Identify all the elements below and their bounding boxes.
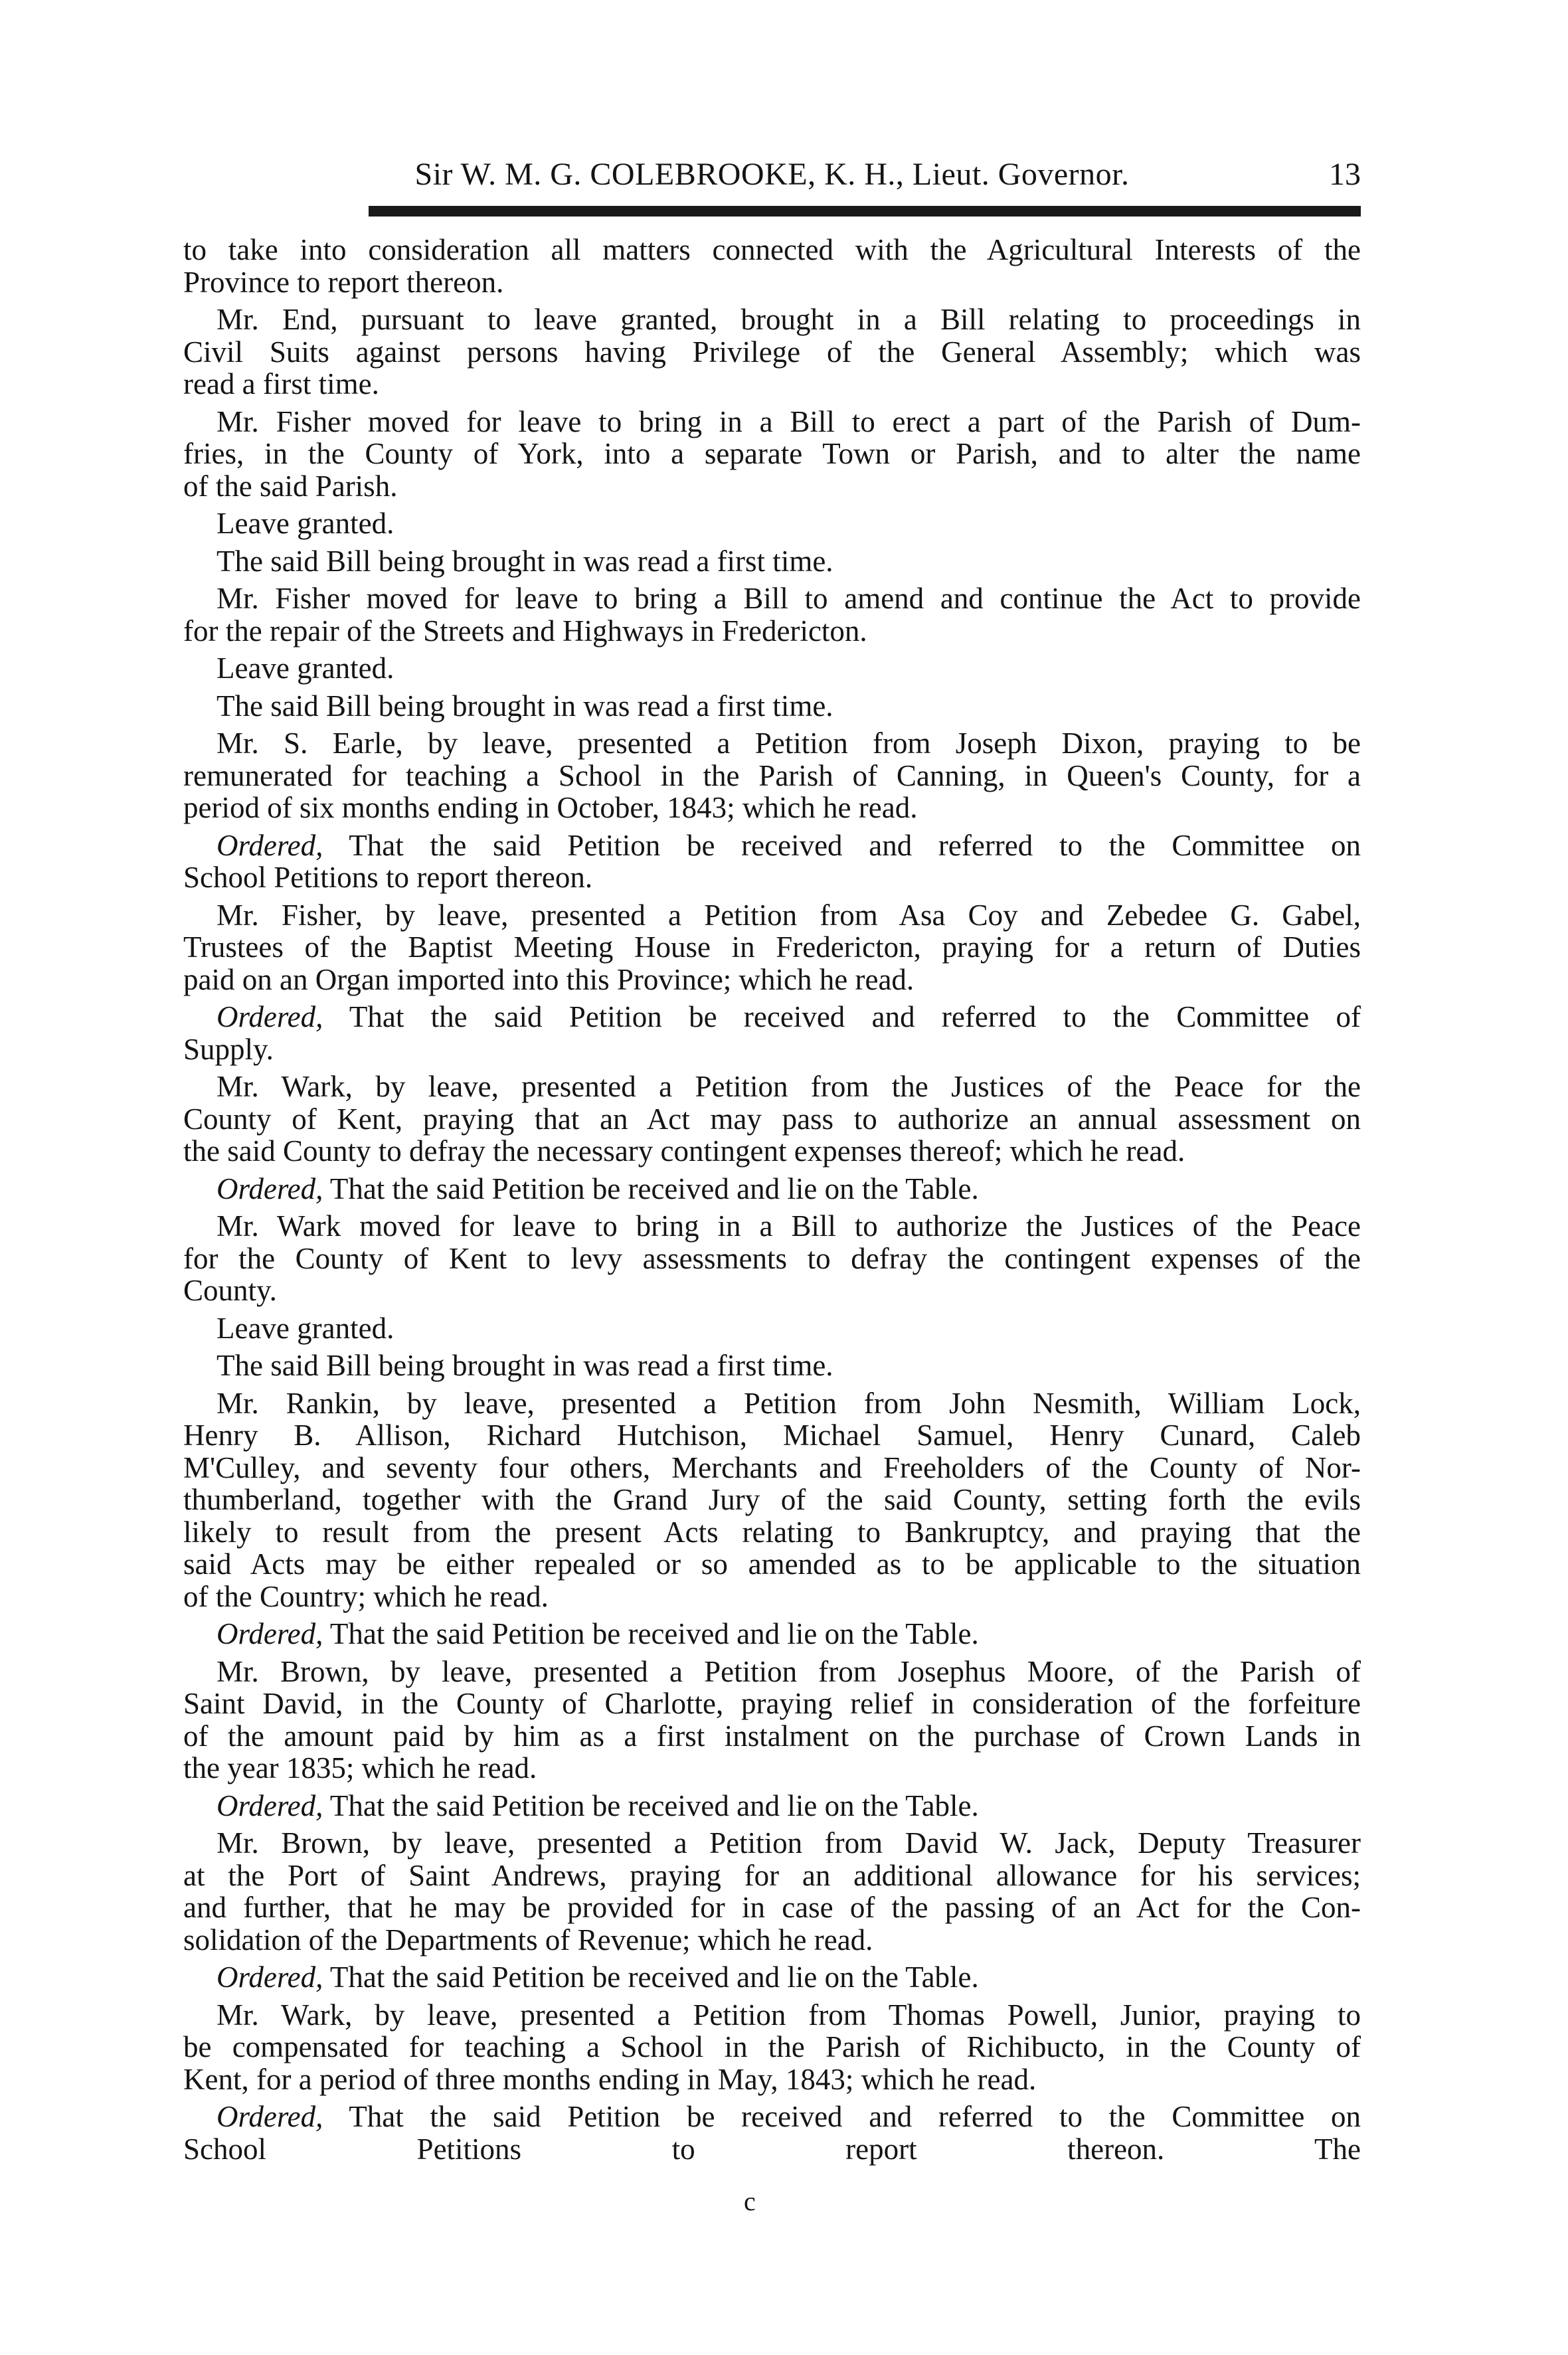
- text-line: [183, 792, 1361, 824]
- line-text: The said Bill being brought in was read a first time.: [217, 544, 833, 578]
- line-text: That the said Petition be received and lie on the Table.: [323, 1788, 979, 1822]
- paragraph: [183, 1656, 1361, 1785]
- text-line: [183, 368, 1361, 400]
- text-line: [183, 1135, 1361, 1168]
- text-line: [183, 234, 1361, 266]
- paragraph: [183, 2101, 1361, 2165]
- line-text: Leave granted.: [217, 652, 394, 685]
- line-text: Province to report thereon.: [183, 265, 504, 299]
- ordered-label: Ordered,: [217, 1172, 323, 1205]
- line-text: Henry B. Allison, Richard Hutchison, Michael Samuel, Henry Cunard, Caleb: [183, 1419, 1361, 1452]
- text-line: [183, 1033, 1361, 1066]
- line-text: of the Country; which he read.: [183, 1579, 549, 1613]
- line-text: be compensated for teaching a School in the Parish of Richibucto, in the County of: [183, 2030, 1361, 2063]
- paragraph: [183, 1961, 1361, 1994]
- line-text: That the said Petition be received and lie on the Table.: [323, 1961, 979, 1994]
- paragraph: [183, 690, 1361, 723]
- text-line: [183, 2101, 1361, 2133]
- paragraph: [183, 545, 1361, 578]
- line-text: Civil Suits against persons having Privilege of the General Assembly; which was: [183, 335, 1361, 369]
- ordered-label: Ordered,: [217, 1961, 323, 1994]
- paragraph: [183, 1173, 1361, 1205]
- line-text: the year 1835; which he read.: [183, 1751, 537, 1785]
- header-rule: [369, 206, 1361, 217]
- line-text: solidation of the Departments of Revenue; which he read.: [183, 1923, 873, 1957]
- text-line: [183, 1350, 1361, 1382]
- ordered-label: Ordered,: [217, 2100, 323, 2133]
- ordered-label: Ordered,: [217, 1000, 323, 1033]
- text-line: [183, 1860, 1361, 1892]
- text-line: [183, 545, 1361, 578]
- paragraph: [183, 234, 1361, 298]
- text-line: [183, 2031, 1361, 2063]
- text-line: [183, 1961, 1361, 1994]
- line-text: fries, in the County of York, into a separate Town or Parish, and to alter the name: [183, 437, 1361, 470]
- text-line: [183, 1581, 1361, 1613]
- text-line: [183, 964, 1361, 996]
- line-text: Mr. Wark, by leave, presented a Petition from Thomas Powell, Junior, praying to: [217, 1998, 1361, 2032]
- paragraph: [183, 406, 1361, 503]
- paragraph: [183, 899, 1361, 996]
- line-text: Supply.: [183, 1032, 274, 1066]
- line-text: likely to result from the present Acts relating to Bankruptcy, and praying that the: [183, 1515, 1361, 1549]
- paragraph: [183, 1999, 1361, 2096]
- text-line: [183, 1618, 1361, 1650]
- text-line: [183, 727, 1361, 760]
- text-line: [183, 1001, 1361, 1033]
- text-line: [183, 507, 1361, 540]
- line-text: Mr. Wark moved for leave to bring in a Bill to authorize the Justices of the Peace: [217, 1209, 1361, 1243]
- line-text: County of Kent, praying that an Act may pass to authorize an annual assessment on: [183, 1102, 1361, 1136]
- page-number: 13: [1329, 157, 1361, 192]
- text-line: [183, 266, 1361, 299]
- running-header: [183, 151, 1361, 198]
- text-line: [183, 2133, 1361, 2166]
- paragraph: [183, 1827, 1361, 1956]
- line-text: for the County of Kent to levy assessments to defray the contingent expenses of the: [183, 1241, 1361, 1275]
- ordered-label: Ordered,: [217, 1617, 323, 1650]
- line-text: Saint David, in the County of Charlotte, praying relief in consideration of the forfeiture: [183, 1687, 1361, 1720]
- line-text: Mr. Brown, by leave, presented a Petition from Josephus Moore, of the Parish of: [217, 1654, 1361, 1688]
- line-text: thumberland, together with the Grand Jury of the said County, setting forth the evils: [183, 1483, 1361, 1516]
- text-line: [183, 615, 1361, 648]
- text-line: [183, 1688, 1361, 1720]
- text-line: [183, 582, 1361, 615]
- line-text: That the said Petition be received and referred to the Committee on: [323, 2100, 1361, 2133]
- text-line: [183, 861, 1361, 894]
- text-line: [183, 1173, 1361, 1205]
- line-text: The said Bill being brought in was read a first time.: [217, 689, 833, 723]
- text-line: [183, 438, 1361, 470]
- text-line: [183, 1891, 1361, 1924]
- paragraph: [183, 1210, 1361, 1307]
- line-text: and further, that he may be provided for in case of the passing of an Act for the Con-: [183, 1891, 1361, 1924]
- line-text: That the said Petition be received and lie on the Table.: [323, 1172, 979, 1205]
- text-line: [183, 1210, 1361, 1243]
- line-text: paid on an Organ imported into this Province; which he read.: [183, 962, 915, 996]
- line-text: Mr. Fisher moved for leave to bring a Bill to amend and continue the Act to provide: [217, 582, 1361, 615]
- text-line: [183, 690, 1361, 723]
- paragraph: [183, 1387, 1361, 1613]
- text-line: [183, 1452, 1361, 1484]
- text-line: [183, 1312, 1361, 1345]
- catchword: The: [1314, 2132, 1361, 2166]
- text-line: [183, 1999, 1361, 2032]
- line-text: M'Culley, and seventy four others, Merchants and Freeholders of the County of Nor-: [183, 1450, 1361, 1484]
- line-text: That the said Petition be received and lie on the Table.: [323, 1617, 979, 1650]
- paragraph: [183, 507, 1361, 540]
- line-text: remunerated for teaching a School in the Parish of Canning, in Queen's County, for a: [183, 758, 1361, 792]
- text-line: [183, 1720, 1361, 1753]
- text-line: [183, 1924, 1361, 1957]
- paragraph: [183, 582, 1361, 647]
- line-text: Mr. End, pursuant to leave granted, brought in a Bill relating to proceedings in: [217, 303, 1361, 336]
- line-text: to take into consideration all matters connected with the Agricultural Interests of the: [183, 233, 1361, 266]
- body-text: [183, 234, 1361, 2170]
- paragraph: [183, 1001, 1361, 1065]
- text-line: [183, 1243, 1361, 1275]
- line-text: of the said Parish.: [183, 469, 398, 503]
- line-text: period of six months ending in October, 1843; which he read.: [183, 791, 918, 824]
- paragraph: [183, 829, 1361, 894]
- line-text: That the said Petition be received and referred to the Committee of: [323, 1000, 1361, 1033]
- text-line: [183, 1790, 1361, 1822]
- text-line: [183, 1548, 1361, 1581]
- text-line: [183, 760, 1361, 792]
- text-line: [183, 1752, 1361, 1785]
- line-text: Leave granted.: [217, 1311, 394, 1345]
- ordered-label: Ordered,: [217, 1788, 323, 1822]
- paragraph: [183, 652, 1361, 685]
- line-text: School Petitions to report thereon.: [183, 2132, 1165, 2166]
- ordered-label: Ordered,: [217, 828, 323, 862]
- text-line: [183, 1387, 1361, 1420]
- signature-mark: c: [744, 2186, 756, 2216]
- text-line: [183, 1103, 1361, 1136]
- line-text: for the repair of the Streets and Highways in Fredericton.: [183, 614, 867, 648]
- paragraph: [183, 1071, 1361, 1168]
- line-text: Trustees of the Baptist Meeting House in Fredericton, praying for a return of Duties: [183, 930, 1361, 964]
- text-line: [183, 1484, 1361, 1516]
- paragraph: [183, 304, 1361, 400]
- line-text: Mr. Fisher, by leave, presented a Petition from Asa Coy and Zebedee G. Gabel,: [217, 898, 1361, 932]
- text-line: [183, 336, 1361, 369]
- text-line: [183, 1516, 1361, 1549]
- line-text: said Acts may be either repealed or so amended as to be applicable to the situation: [183, 1547, 1361, 1581]
- text-line: [183, 1071, 1361, 1103]
- paragraph: [183, 1790, 1361, 1822]
- line-text: Mr. Rankin, by leave, presented a Petition from John Nesmith, William Lock,: [217, 1386, 1361, 1420]
- header-title: Sir W. M. G. COLEBROOKE, K. H., Lieut. Governor.: [414, 157, 1130, 192]
- paragraph: [183, 727, 1361, 824]
- line-text: Mr. Wark, by leave, presented a Petition from the Justices of the Peace for the: [217, 1070, 1361, 1103]
- text-line: [183, 1827, 1361, 1860]
- line-text: School Petitions to report thereon.: [183, 861, 593, 894]
- line-text: Leave granted.: [217, 507, 394, 540]
- text-line: [183, 899, 1361, 932]
- text-line: [183, 1274, 1361, 1307]
- line-text: of the amount paid by him as a first instalment on the purchase of Crown Lands in: [183, 1719, 1361, 1753]
- text-line: [183, 931, 1361, 964]
- text-line: [183, 1656, 1361, 1688]
- line-text: read a first time.: [183, 367, 379, 400]
- line-text: Mr. Fisher moved for leave to bring in a Bill to erect a part of the Parish of Dum-: [217, 404, 1361, 438]
- text-line: [183, 652, 1361, 685]
- line-text: That the said Petition be received and referred to the Committee on: [323, 828, 1361, 862]
- line-text: The said Bill being brought in was read a first time.: [217, 1349, 833, 1382]
- text-line: [183, 304, 1361, 336]
- text-line: [183, 1419, 1361, 1452]
- text-line: [183, 470, 1361, 503]
- text-line: [183, 2063, 1361, 2096]
- text-line: [183, 406, 1361, 438]
- paragraph: [183, 1350, 1361, 1382]
- line-text: County.: [183, 1274, 277, 1307]
- line-text: the said County to defray the necessary contingent expenses thereof; which he read.: [183, 1134, 1185, 1168]
- line-text: Kent, for a period of three months ending in May, 1843; which he read.: [183, 2062, 1037, 2096]
- line-text: Mr. S. Earle, by leave, presented a Petition from Joseph Dixon, praying to be: [217, 727, 1361, 760]
- paragraph: [183, 1618, 1361, 1650]
- text-line: [183, 829, 1361, 862]
- line-text: at the Port of Saint Andrews, praying for an additional allowance for his services;: [183, 1858, 1361, 1892]
- line-text: Mr. Brown, by leave, presented a Petition from David W. Jack, Deputy Treasurer: [217, 1826, 1361, 1860]
- paragraph: [183, 1312, 1361, 1345]
